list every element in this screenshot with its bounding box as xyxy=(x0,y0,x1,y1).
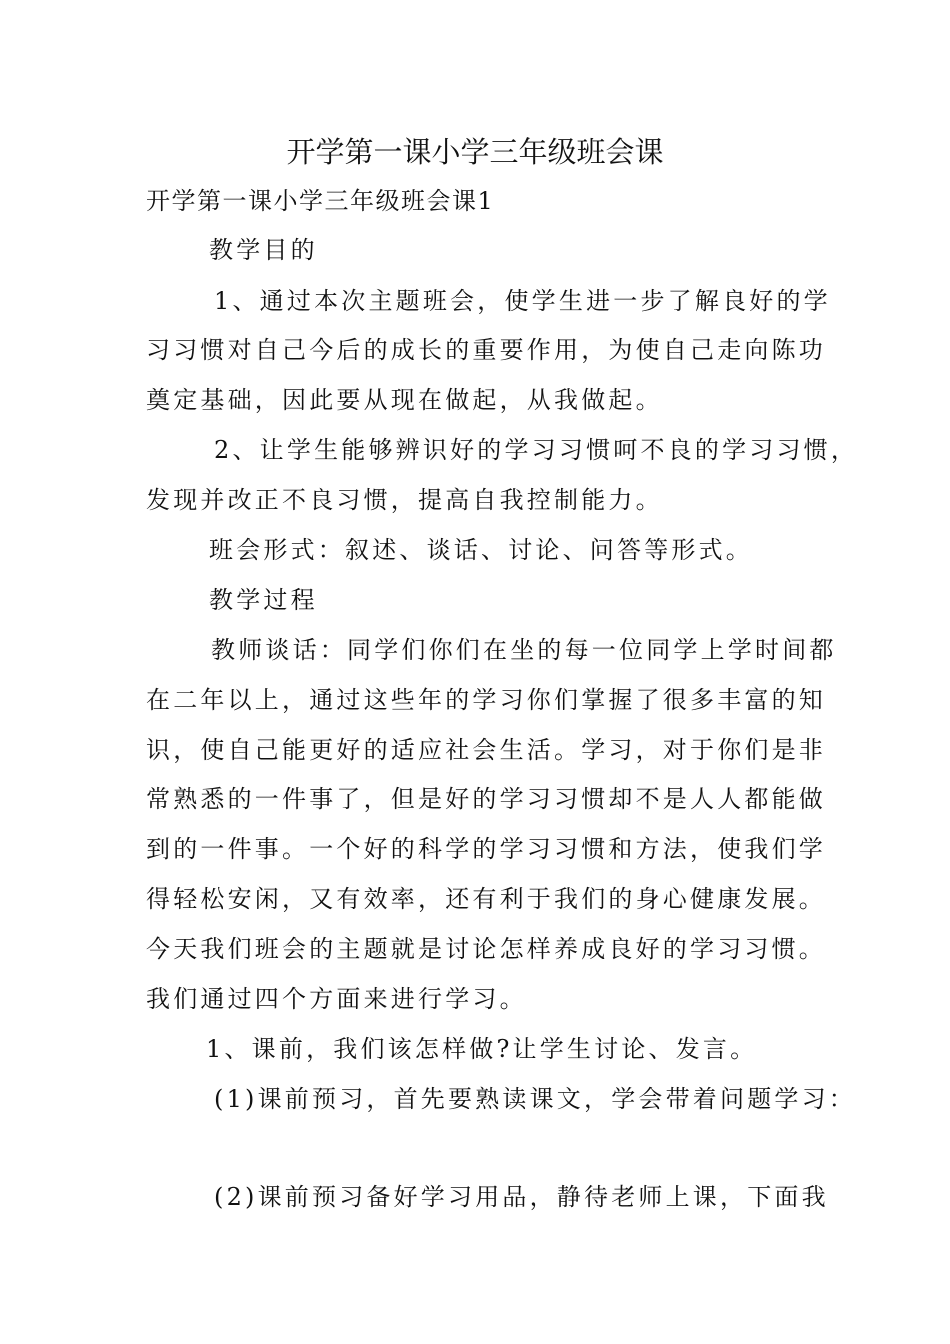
paragraph-line: 1、课前，我们该怎样做?让学生讨论、发言。 xyxy=(206,1035,758,1063)
paragraph-line: 识，使自己能更好的适应社会生活。学习，对于你们是非 xyxy=(146,736,826,764)
paragraph-line: 教学过程 xyxy=(209,586,318,614)
paragraph-line: 在二年以上，通过这些年的学习你们掌握了很多丰富的知 xyxy=(146,686,826,714)
paragraph-line: 奠定基础，因此要从现在做起，从我做起。 xyxy=(146,386,663,414)
paragraph-line: 得轻松安闲，又有效率，还有利于我们的身心健康发展。 xyxy=(146,885,826,913)
paragraph-line: 习习惯对自己今后的成长的重要作用，为使自己走向陈功 xyxy=(146,336,826,364)
paragraph-line: 教学目的 xyxy=(209,236,318,264)
paragraph-line: 教师谈话：同学们你们在坐的每一位同学上学时间都 xyxy=(211,636,837,664)
paragraph-line: (2)课前预习备好学习用品，静待老师上课，下面我 xyxy=(214,1183,829,1211)
paragraph-line: 1、通过本次主题班会，使学生进一步了解良好的学 xyxy=(214,287,831,315)
paragraph-line: 2、让学生能够辨识好的学习习惯呵不良的学习习惯， xyxy=(214,436,859,464)
paragraph-line: 今天我们班会的主题就是讨论怎样养成良好的学习习惯。 xyxy=(146,935,826,963)
paragraph-line: 常熟悉的一件事了，但是好的学习习惯却不是人人都能做 xyxy=(146,785,826,813)
section-heading: 开学第一课小学三年级班会课1 xyxy=(146,187,495,215)
paragraph-line: (1)课前预习，首先要熟读课文，学会带着问题学习： xyxy=(214,1085,856,1113)
paragraph-line: 到的一件事。一个好的科学的学习习惯和方法，使我们学 xyxy=(146,835,826,863)
paragraph-line: 我们通过四个方面来进行学习。 xyxy=(146,985,527,1013)
document-title: 开学第一课小学三年级班会课 xyxy=(286,135,664,169)
paragraph-line: 班会形式：叙述、谈话、讨论、问答等形式。 xyxy=(209,536,753,564)
paragraph-line: 发现并改正不良习惯，提高自我控制能力。 xyxy=(146,486,663,514)
